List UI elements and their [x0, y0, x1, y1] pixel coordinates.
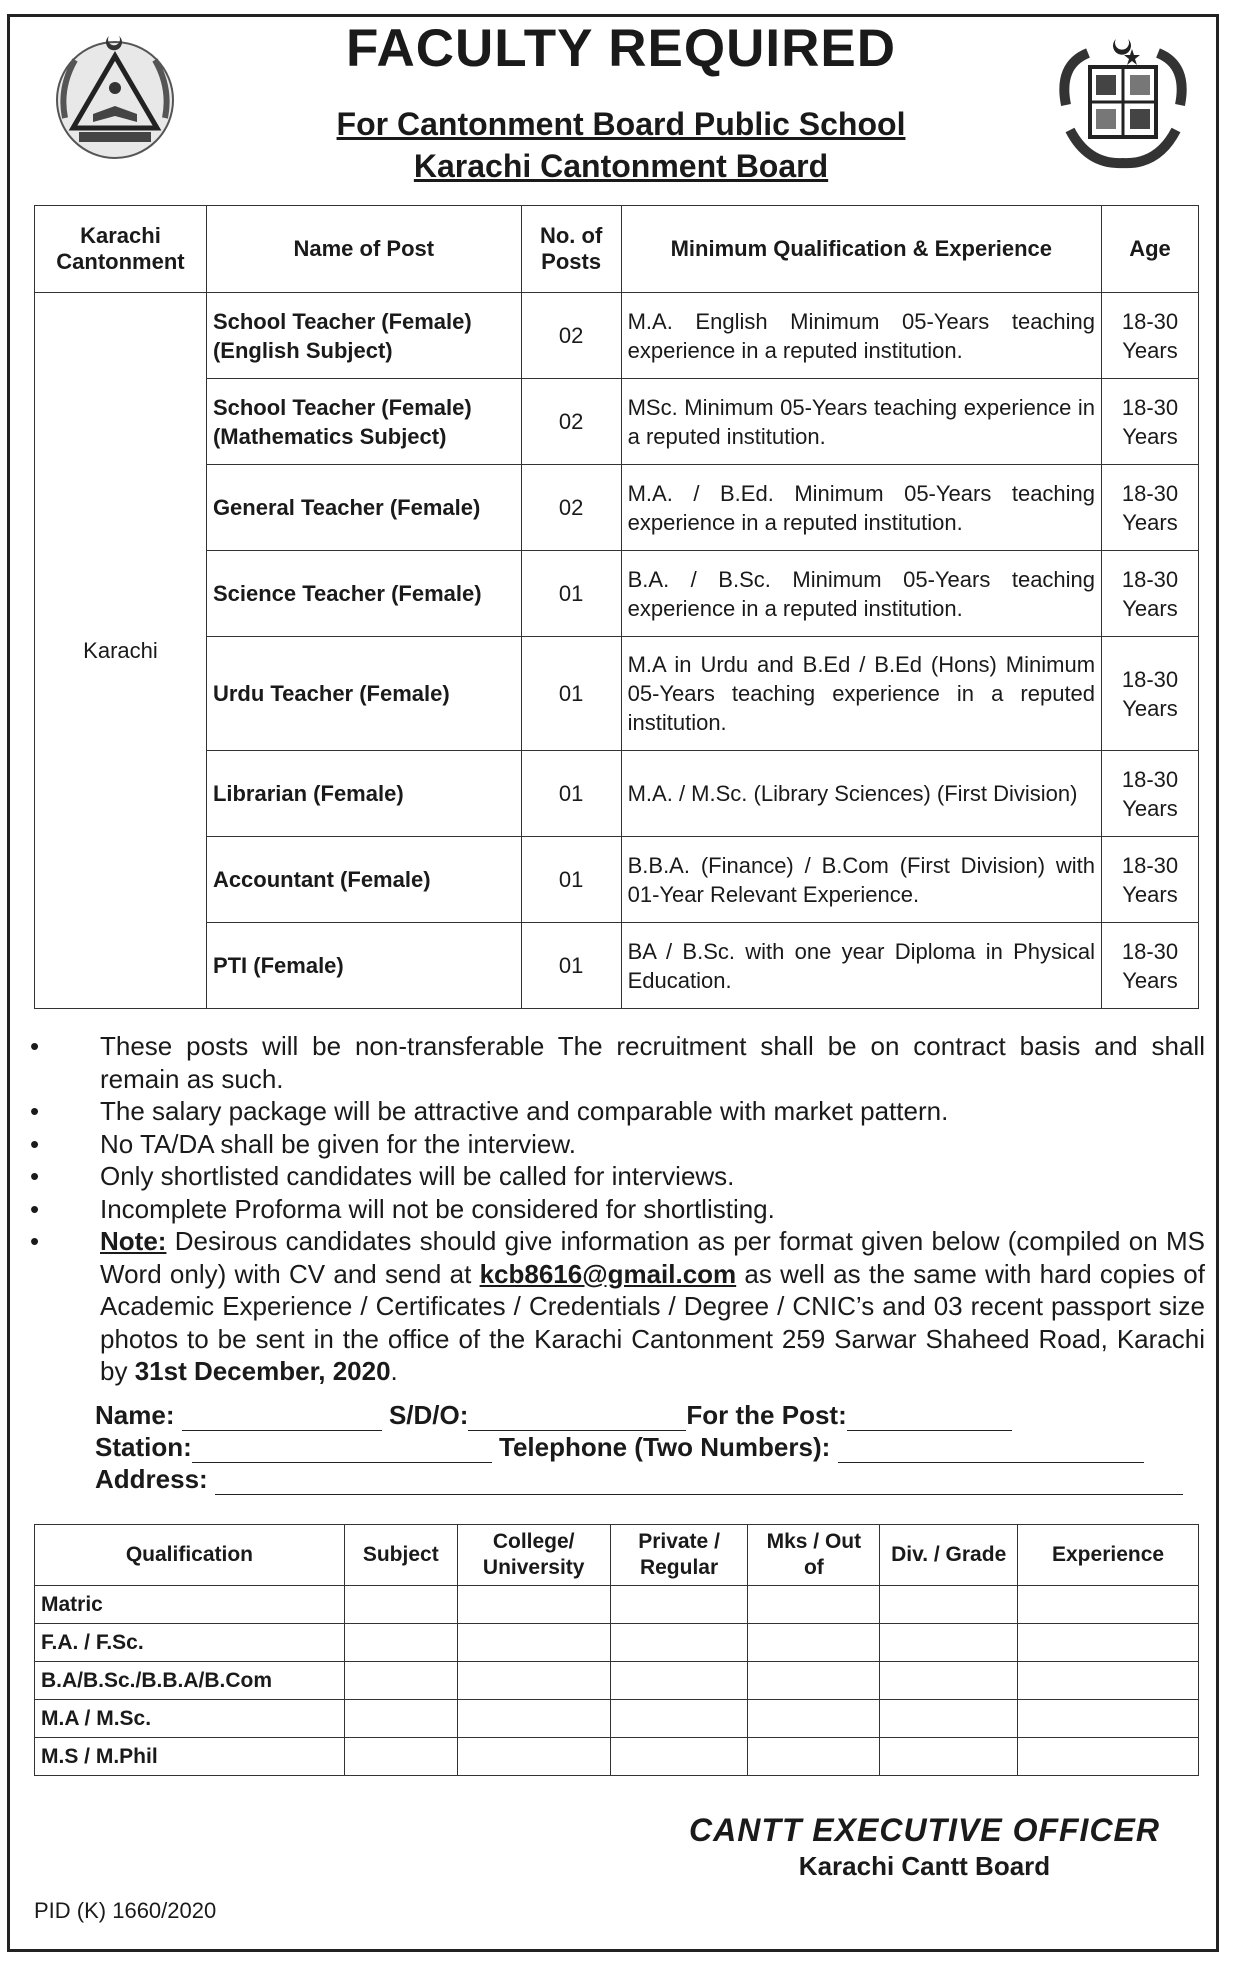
post-count: 02 [521, 465, 621, 551]
post-name: PTI (Female) [206, 923, 521, 1009]
page-title: FACULTY REQUIRED [346, 19, 896, 78]
column-header: Mks / Out of [748, 1525, 880, 1586]
table-row [35, 751, 1199, 837]
bullet-icon: • [30, 1226, 40, 1256]
publication-id: PID (K) 1660/2020 [34, 1898, 217, 1923]
column-header: Div. / Grade [880, 1525, 1018, 1586]
blank-cell[interactable] [344, 1662, 457, 1700]
column-header: College/ University [457, 1525, 610, 1586]
board-name: Karachi Cantonment Board [413, 148, 829, 184]
note-text: as well as the same with hard copies of Academic Experience / Certificates / Credentials / Degree / CNIC’s and 03 recent passport size photos to be sent in the office of the Karachi Cantonment 259 Sarwar Shaheed Road, Karachi by [100, 1258, 1205, 1386]
blank-cell[interactable] [880, 1624, 1018, 1662]
post-field[interactable] [847, 1406, 1012, 1431]
qualification-level: Matric [35, 1586, 345, 1624]
note-label: Note: [100, 1226, 167, 1256]
officer-title: CANTT EXECUTIVE OFFICER [688, 1812, 1160, 1848]
age-range: 18-30 Years [1102, 751, 1199, 837]
qualification-table [34, 1524, 1199, 1776]
blank-cell[interactable] [880, 1662, 1018, 1700]
table-header-row [35, 206, 1199, 293]
table-row [35, 465, 1199, 551]
table-header-row [35, 1525, 1199, 1586]
telephone-field[interactable] [838, 1438, 1144, 1463]
note-text: . [390, 1356, 398, 1386]
post-count: 01 [521, 551, 621, 637]
address-field[interactable] [215, 1470, 1183, 1495]
note-text: The salary package will be attractive and comparable with market pattern. [100, 1096, 949, 1126]
column-header: Subject [344, 1525, 457, 1586]
list-item [30, 1193, 1205, 1226]
blank-cell[interactable] [748, 1624, 880, 1662]
blank-cell[interactable] [1018, 1738, 1199, 1776]
post-name: Urdu Teacher (Female) [206, 637, 521, 751]
post-name: School Teacher (Female) (Mathematics Subject) [206, 379, 521, 465]
column-header: Age [1102, 206, 1199, 293]
blank-cell[interactable] [1018, 1700, 1199, 1738]
blank-cell[interactable] [344, 1738, 457, 1776]
post-name: School Teacher (Female) (English Subject) [206, 293, 521, 379]
vacancies-table [34, 205, 1199, 1009]
blank-cell[interactable] [344, 1586, 457, 1624]
table-row [35, 837, 1199, 923]
note-text: Only shortlisted candidates will be called for interviews. [100, 1161, 735, 1191]
table-row [35, 637, 1199, 751]
blank-cell[interactable] [457, 1586, 610, 1624]
qualification-level: B.A/B.Sc./B.B.A/B.Com [35, 1662, 345, 1700]
table-row [35, 379, 1199, 465]
bullet-icon: • [30, 1128, 40, 1159]
table-row [35, 293, 1199, 379]
sdo-label: S/D/O: [388, 1400, 469, 1430]
qualification: MSc. Minimum 05-Years teaching experience in a reputed institution. [621, 379, 1101, 465]
blank-cell[interactable] [748, 1662, 880, 1700]
blank-cell[interactable] [610, 1738, 748, 1776]
qualification-level: M.A / M.Sc. [35, 1700, 345, 1738]
age-range: 18-30 Years [1102, 293, 1199, 379]
station-label: Station: [95, 1432, 192, 1462]
qualification: M.A. / M.Sc. (Library Sciences) (First Division) [621, 751, 1101, 837]
post-count: 02 [521, 379, 621, 465]
qualification-level: M.S / M.Phil [35, 1738, 345, 1776]
post-count: 01 [521, 923, 621, 1009]
table-row [35, 1700, 1199, 1738]
name-field[interactable] [182, 1406, 382, 1431]
bullet-icon: • [30, 1096, 40, 1126]
age-range: 18-30 Years [1102, 923, 1199, 1009]
address-label: Address: [95, 1464, 208, 1494]
email-link[interactable]: kcb8616@gmail.com [479, 1258, 737, 1289]
signature-block [689, 1812, 1160, 1882]
column-header: No. of Posts [521, 206, 621, 293]
blank-cell[interactable] [344, 1700, 457, 1738]
table-row [35, 1738, 1199, 1776]
blank-cell[interactable] [1018, 1662, 1199, 1700]
post-name: Librarian (Female) [206, 751, 521, 837]
terms-list [30, 1030, 1205, 1388]
column-header: Minimum Qualification & Experience [621, 206, 1101, 293]
qualification: BA / B.Sc. with one year Diploma in Physical Education. [621, 923, 1101, 1009]
qualification: M.A. / B.Ed. Minimum 05-Years teaching experience in a reputed institution. [621, 465, 1101, 551]
blank-cell[interactable] [610, 1662, 748, 1700]
table-row [35, 551, 1199, 637]
column-header: Name of Post [206, 206, 521, 293]
blank-cell[interactable] [748, 1738, 880, 1776]
table-row [35, 923, 1199, 1009]
name-label: Name: [95, 1400, 175, 1430]
note-text: Incomplete Proforma will not be considered for shortlisting. [100, 1193, 775, 1224]
qualification: M.A in Urdu and B.Ed / B.Ed (Hons) Minimum 05-Years teaching experience in a reputed institution. [621, 637, 1101, 751]
age-range: 18-30 Years [1102, 465, 1199, 551]
bullet-icon: • [30, 1031, 40, 1061]
list-item-note [30, 1225, 1205, 1388]
officer-board: Karachi Cantt Board [798, 1851, 1051, 1881]
post-count: 01 [521, 837, 621, 923]
blank-cell[interactable] [880, 1586, 1018, 1624]
school-name: For Cantonment Board Public School [336, 106, 906, 142]
column-header: Experience [1018, 1525, 1199, 1586]
age-range: 18-30 Years [1102, 379, 1199, 465]
form-line-station [95, 1432, 1195, 1463]
table-row [35, 1624, 1199, 1662]
qualification-level: F.A. / F.Sc. [35, 1624, 345, 1662]
bullet-icon: • [30, 1193, 40, 1224]
table-row [35, 1662, 1199, 1700]
list-item [30, 1128, 1205, 1161]
bullet-icon: • [30, 1161, 40, 1191]
blank-cell[interactable] [610, 1700, 748, 1738]
list-item [30, 1030, 1205, 1095]
post-count: 02 [521, 293, 621, 379]
note-text: These posts will be non-transferable The recruitment shall be on contract basis and shall remain as such. [100, 1031, 1205, 1094]
form-line-name [95, 1400, 1195, 1431]
blank-cell[interactable] [748, 1700, 880, 1738]
list-item [30, 1160, 1205, 1193]
qualification: B.A. / B.Sc. Minimum 05-Years teaching experience in a reputed institution. [621, 551, 1101, 637]
telephone-label: Telephone (Two Numbers): [499, 1432, 831, 1462]
column-header: Private / Regular [610, 1525, 748, 1586]
column-header: Qualification [35, 1525, 345, 1586]
location-cell: Karachi [35, 293, 207, 1009]
post-label: For the Post: [686, 1400, 847, 1430]
blank-cell[interactable] [610, 1586, 748, 1624]
list-item [30, 1095, 1205, 1128]
form-line-address [95, 1464, 1195, 1495]
post-count: 01 [521, 637, 621, 751]
note-text: Desirous candidates should give information as per format given below (compiled on MS Word only) with CV and send at [100, 1226, 1205, 1289]
blank-cell[interactable] [457, 1624, 610, 1662]
station-field[interactable] [192, 1438, 492, 1463]
blank-cell[interactable] [457, 1700, 610, 1738]
blank-cell[interactable] [1018, 1586, 1199, 1624]
qualification: M.A. English Minimum 05-Years teaching experience in a reputed institution. [621, 293, 1101, 379]
table-row [35, 1586, 1199, 1624]
column-header: Karachi Cantonment [35, 206, 207, 293]
blank-cell[interactable] [880, 1738, 1018, 1776]
blank-cell[interactable] [457, 1738, 610, 1776]
post-name: Accountant (Female) [206, 837, 521, 923]
blank-cell[interactable] [748, 1586, 880, 1624]
blank-cell[interactable] [610, 1624, 748, 1662]
sdo-field[interactable] [468, 1406, 686, 1431]
qualification: B.B.A. (Finance) / B.Com (First Division) with 01-Year Relevant Experience. [621, 837, 1101, 923]
age-range: 18-30 Years [1102, 637, 1199, 751]
blank-cell[interactable] [344, 1624, 457, 1662]
blank-cell[interactable] [1018, 1624, 1199, 1662]
note-text: No TA/DA shall be given for the interview. [100, 1128, 576, 1159]
post-name: General Teacher (Female) [206, 465, 521, 551]
deadline-date: 31st December, 2020 [134, 1356, 391, 1386]
post-count: 01 [521, 751, 621, 837]
age-range: 18-30 Years [1102, 837, 1199, 923]
blank-cell[interactable] [880, 1700, 1018, 1738]
blank-cell[interactable] [457, 1662, 610, 1700]
post-name: Science Teacher (Female) [206, 551, 521, 637]
age-range: 18-30 Years [1102, 551, 1199, 637]
